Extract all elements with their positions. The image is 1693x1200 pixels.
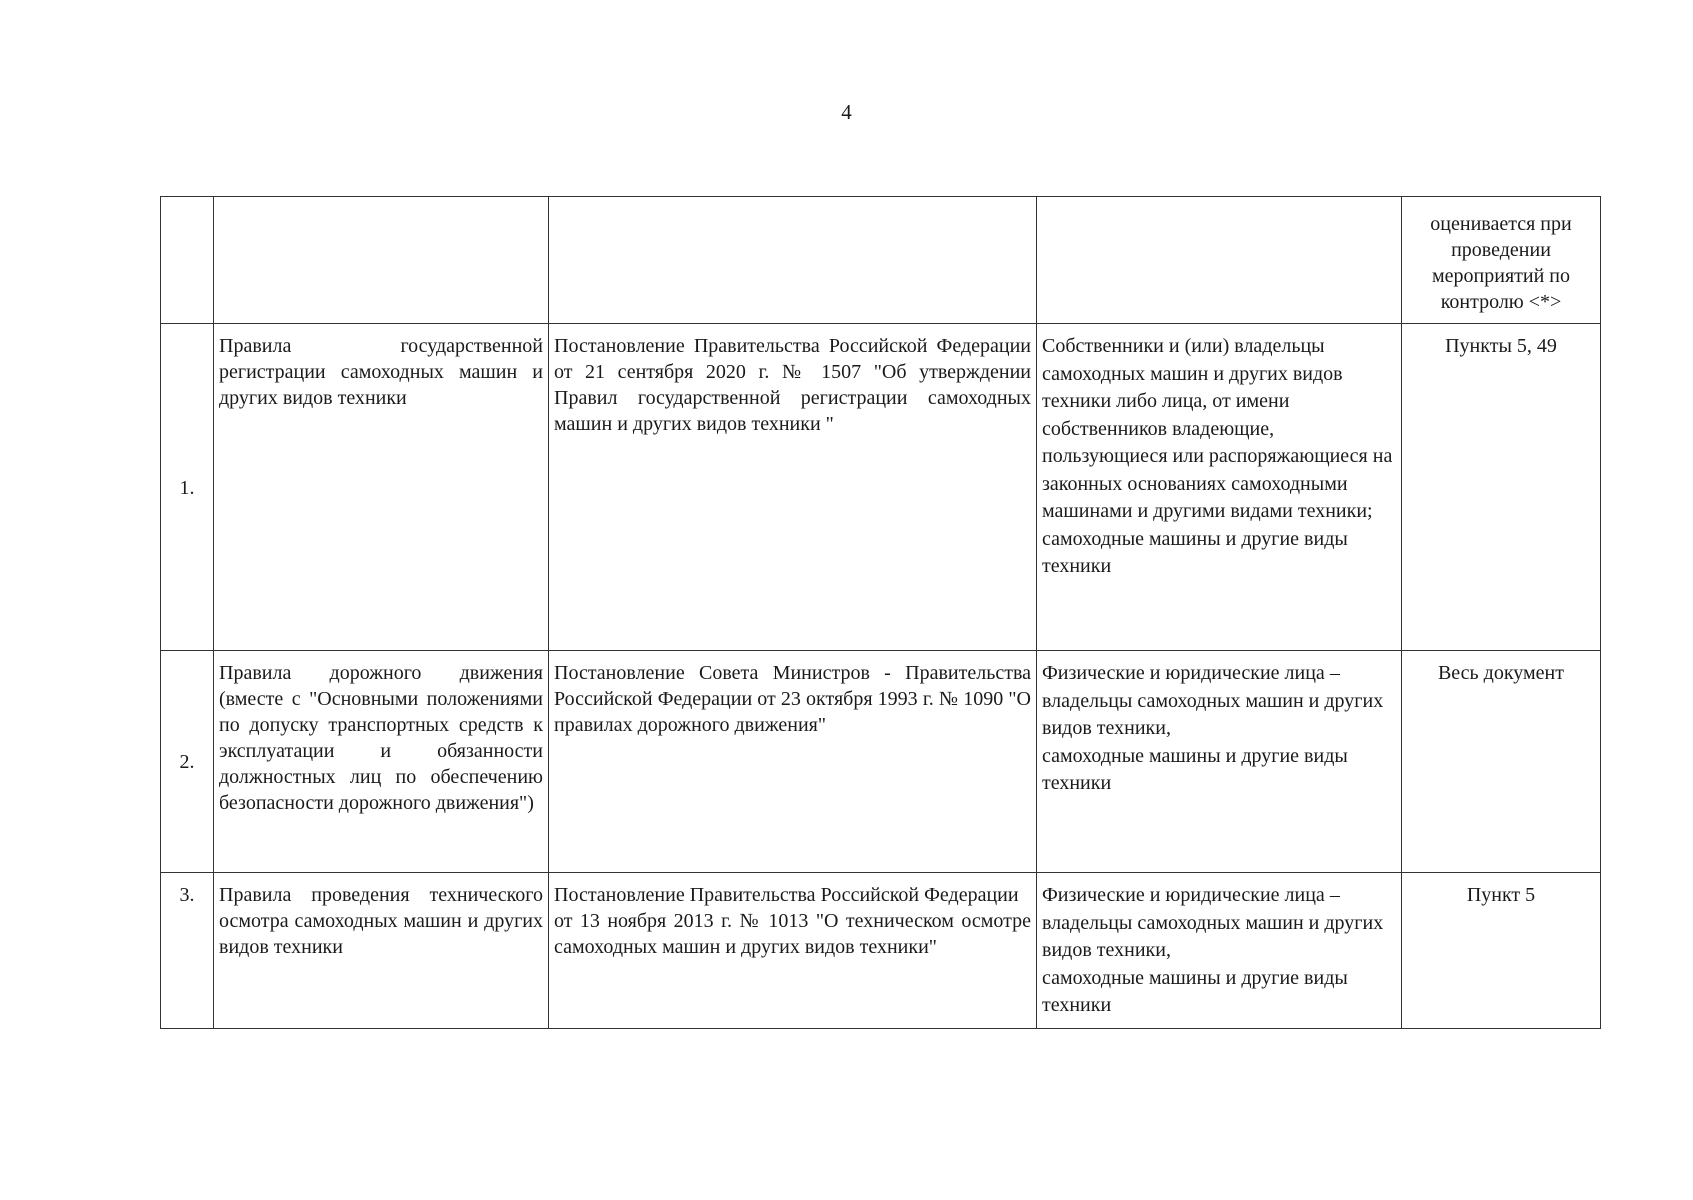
header-cell-act bbox=[549, 197, 1037, 324]
regulation-name: Правила дорожного движения (вместе с "Основными положениями по допуску транспортных средств к эксплуатации и обязанности должностных лиц по обеспечению безопасности дорожного движения") bbox=[214, 651, 549, 873]
page-number: 4 bbox=[841, 100, 852, 124]
subjects-cell bbox=[1037, 324, 1402, 651]
header-cell-name bbox=[214, 197, 549, 324]
table-header-row bbox=[161, 197, 1601, 324]
regulation-name: Правила государственной регистрации самоходных машин и других видов техники bbox=[214, 324, 549, 651]
subjects-line: Физические и юридические лица – владельцы самоходных машин и других видов техники, bbox=[1042, 662, 1384, 739]
row-number: 3. bbox=[161, 873, 214, 1029]
legal-act: Постановление Совета Министров - Правительства Российской Федерации от 23 октября 1993 г. № 1090 "О правилах дорожного движения" bbox=[549, 651, 1037, 873]
subjects-cell bbox=[1037, 651, 1402, 873]
legal-act-line: Постановление Правительства Российской Федерации bbox=[554, 884, 1019, 906]
regulation-name: Правила проведения технического осмотра самоходных машин и других видов техники bbox=[214, 873, 549, 1029]
subjects-line: самоходные машины и другие виды техники bbox=[1042, 744, 1348, 794]
legal-act-line: от 13 ноября 2013 г. № 1013 "О техническом осмотре самоходных машин и других видов техники" bbox=[554, 910, 1031, 958]
header-cell-parts: оценивается при проведении мероприятий по контролю <*> bbox=[1402, 197, 1601, 324]
table-row bbox=[161, 651, 1601, 873]
header-cell-num bbox=[161, 197, 214, 324]
row-number: 2. bbox=[161, 651, 214, 873]
applicable-parts: Пункт 5 bbox=[1402, 873, 1601, 1029]
subjects-cell bbox=[1037, 873, 1402, 1029]
header-cell-subjects bbox=[1037, 197, 1402, 324]
legal-act: Постановление Правительства Российской Федерации от 21 сентября 2020 г. № 1507 "Об утверждении Правил государственной регистрации самоходных машин и других видов техники " bbox=[549, 324, 1037, 651]
row-number: 1. bbox=[161, 324, 214, 651]
regulations-table bbox=[160, 196, 1601, 1029]
table-row bbox=[161, 324, 1601, 651]
legal-act-cell bbox=[549, 873, 1037, 1029]
table-row bbox=[161, 873, 1601, 1029]
subjects-line: самоходные машины и другие виды техники bbox=[1042, 527, 1348, 577]
subjects-line: самоходные машины и другие виды техники bbox=[1042, 966, 1348, 1016]
subjects-line: Собственники и (или) владельцы самоходных машин и других видов техники либо лица, от имени собственников владеющие, пользующиеся или распоряжающиеся на законных основаниях самоходными машинами и другими видами техники; bbox=[1042, 335, 1393, 522]
applicable-parts: Весь документ bbox=[1402, 651, 1601, 873]
subjects-line: Физические и юридические лица – владельцы самоходных машин и других видов техники, bbox=[1042, 884, 1384, 961]
applicable-parts: Пункты 5, 49 bbox=[1402, 324, 1601, 651]
